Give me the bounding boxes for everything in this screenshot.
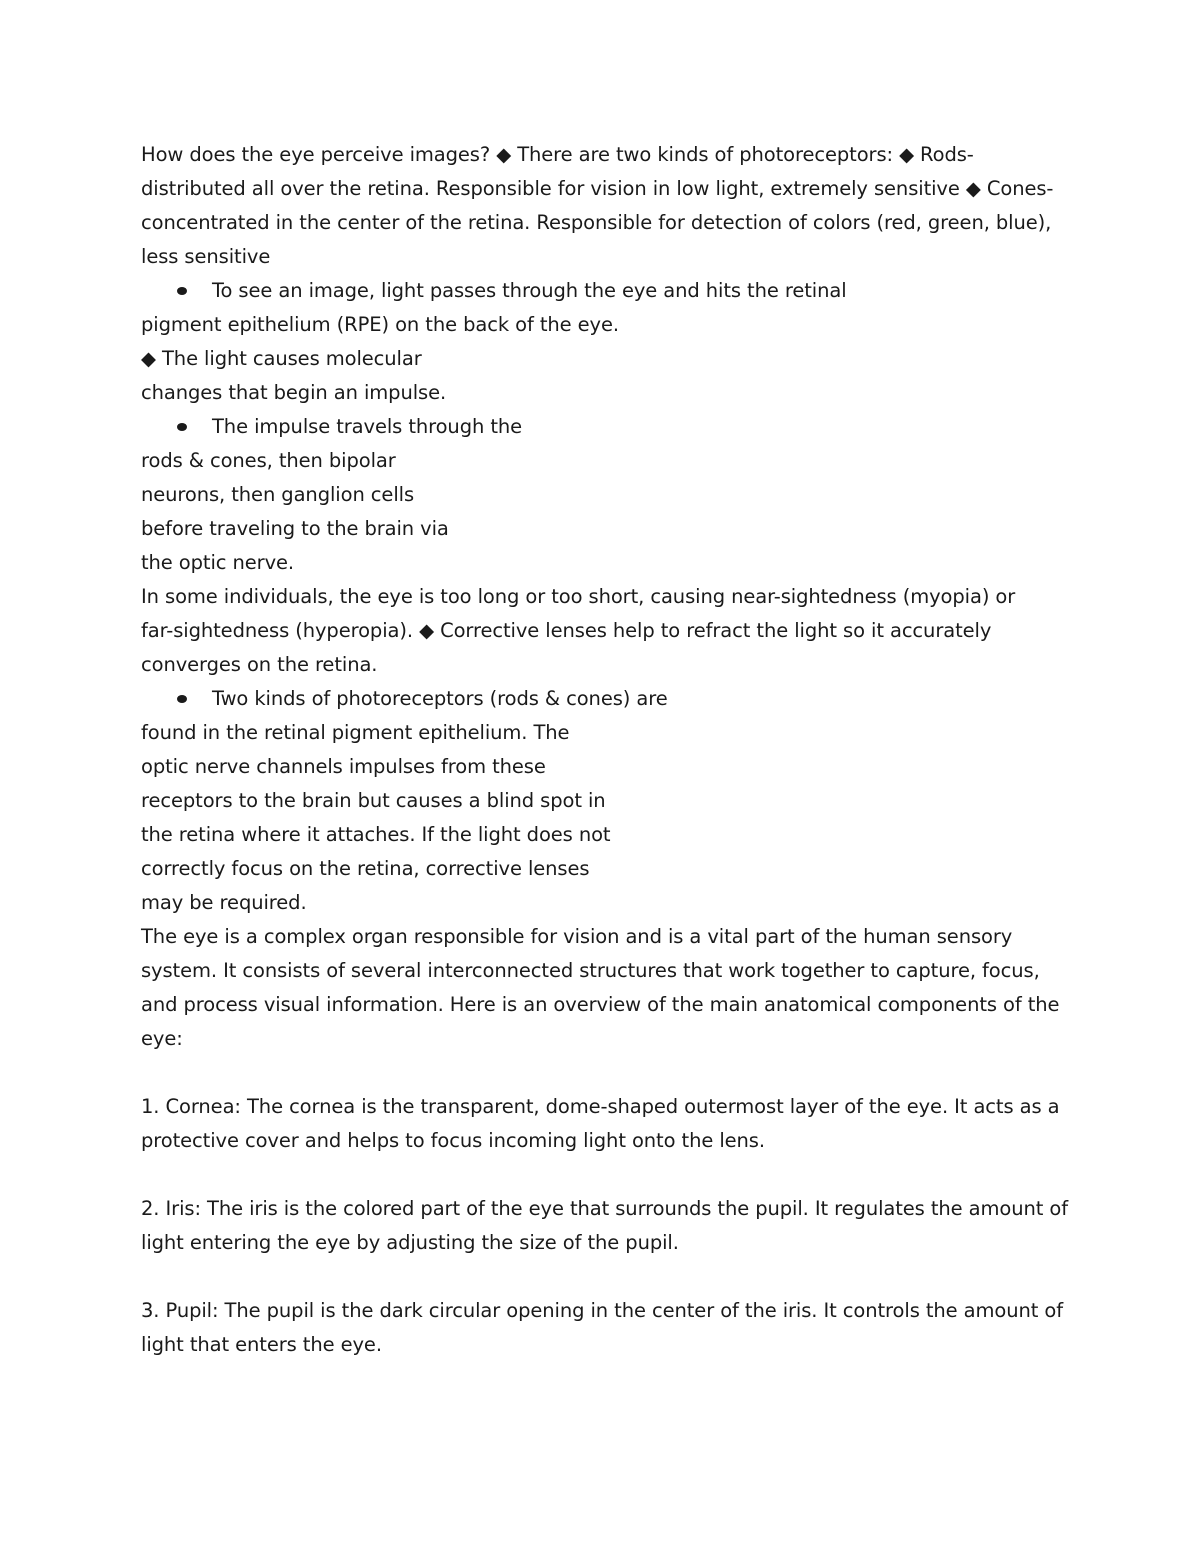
text-line: distributed all over the retina. Responsible for vision in low light, extremely sensitive ◆ Cones- [141, 177, 1054, 200]
bullet-list-item [141, 274, 1081, 308]
bullet-list-item [141, 682, 1081, 716]
text-line: found in the retinal pigment epithelium. The [141, 721, 570, 744]
text-line: light entering the eye by adjusting the size of the pupil. [141, 1231, 679, 1254]
bullet-list-item [141, 410, 1081, 444]
text-line: 3. Pupil: The pupil is the dark circular opening in the center of the iris. It controls the amount of [141, 1299, 1063, 1322]
text-line: the retina where it attaches. If the light does not [141, 823, 611, 846]
text-line: The eye is a complex organ responsible for vision and is a vital part of the human sensory [141, 925, 1013, 948]
text-line: ◆ The light causes molecular [141, 347, 422, 370]
blank-line [141, 1056, 1081, 1090]
bullet-text: To see an image, light passes through the eye and hits the retinal [212, 279, 847, 302]
text-line: optic nerve channels impulses from these [141, 755, 546, 778]
text-line: the optic nerve. [141, 551, 295, 574]
bullet-text: Two kinds of photoreceptors (rods & cones) are [212, 687, 668, 710]
text-line: eye: [141, 1027, 183, 1050]
document-body [141, 138, 1081, 1362]
text-line: How does the eye perceive images? ◆ There are two kinds of photoreceptors: ◆ Rods- [141, 143, 974, 166]
bullet-dot-icon [177, 423, 187, 431]
text-line: light that enters the eye. [141, 1333, 382, 1356]
text-line: system. It consists of several interconnected structures that work together to capture, focus, [141, 959, 1040, 982]
bullet-text: The impulse travels through the [212, 415, 523, 438]
text-line: before traveling to the brain via [141, 517, 449, 540]
text-line: 1. Cornea: The cornea is the transparent, dome-shaped outermost layer of the eye. It acts as a [141, 1095, 1060, 1118]
text-line: neurons, then ganglion cells [141, 483, 415, 506]
text-line: 2. Iris: The iris is the colored part of the eye that surrounds the pupil. It regulates the amount of [141, 1197, 1068, 1220]
text-line: concentrated in the center of the retina. Responsible for detection of colors (red, green, blue), [141, 211, 1052, 234]
text-line: may be required. [141, 891, 307, 914]
blank-line [141, 1158, 1081, 1192]
text-line: pigment epithelium (RPE) on the back of the eye. [141, 313, 619, 336]
text-line: changes that begin an impulse. [141, 381, 447, 404]
text-line: In some individuals, the eye is too long or too short, causing near-sightedness (myopia) or [141, 585, 1016, 608]
bullet-dot-icon [177, 695, 187, 703]
blank-line [141, 1260, 1081, 1294]
text-line: rods & cones, then bipolar [141, 449, 396, 472]
text-line: receptors to the brain but causes a blind spot in [141, 789, 606, 812]
text-line: protective cover and helps to focus incoming light onto the lens. [141, 1129, 765, 1152]
text-line: less sensitive [141, 245, 271, 268]
text-line: correctly focus on the retina, corrective lenses [141, 857, 590, 880]
text-line: far-sightedness (hyperopia). ◆ Corrective lenses help to refract the light so it accurately [141, 619, 992, 642]
text-line: converges on the retina. [141, 653, 378, 676]
text-line: and process visual information. Here is an overview of the main anatomical components of the [141, 993, 1060, 1016]
bullet-dot-icon [177, 287, 187, 295]
